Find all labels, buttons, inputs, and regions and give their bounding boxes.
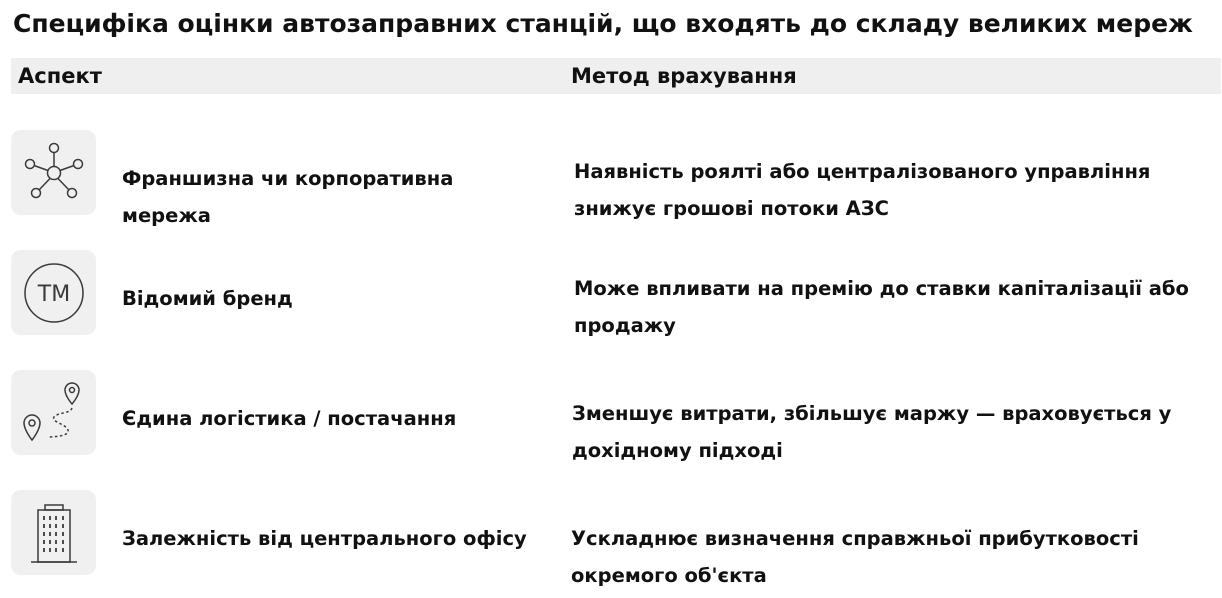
method-text: Зменшує витрати, збільшує маржу — враховується у дохідному підході [572,402,1172,462]
icon-tile [11,490,96,575]
header-method: Метод врахування [571,64,797,88]
table-row [0,250,1222,336]
network-icon [22,141,86,205]
office-building-icon [22,501,86,565]
table-row [0,130,1222,227]
icon-tile [11,130,96,215]
method-text: Може впливати на премію до ставки капіталізації або продажу [574,277,1189,337]
header-aspect: Аспект [18,64,102,88]
svg-text:TM: TM [37,281,70,307]
icon-tile [11,250,96,335]
aspect-text: Відомий бренд [122,287,293,310]
trademark-icon [22,261,86,325]
route-pins-icon [22,381,86,445]
page-title: Специфіка оцінки автозаправних станцій, що входять до складу великих мереж [13,9,1193,38]
aspect-text: Франшизна чи корпоративна мережа [122,167,454,227]
table-header [11,58,1221,94]
table-row [0,370,1222,462]
table-row [0,490,1222,587]
method-text: Ускладнює визначення справжньої прибутковості окремого об'єкта [571,527,1139,587]
aspect-text: Єдина логістика / постачання [122,407,457,430]
icon-tile [11,370,96,455]
aspect-text: Залежність від центрального офісу [122,527,527,550]
method-text: Наявність роялті або централізованого управління знижує грошові потоки АЗС [574,160,1151,220]
